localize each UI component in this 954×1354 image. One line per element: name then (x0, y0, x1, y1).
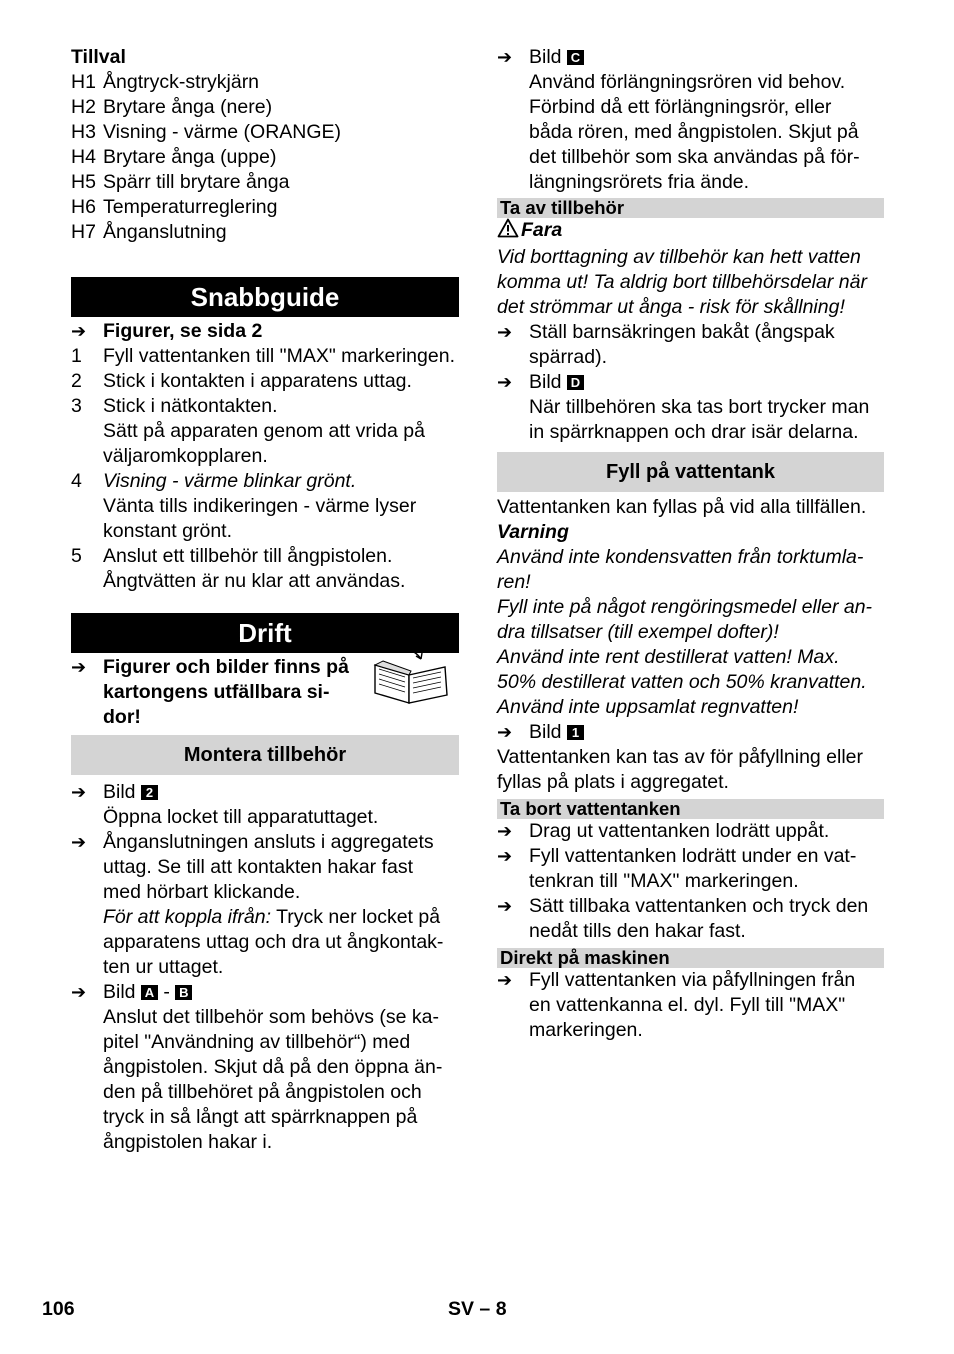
snabbguide-step: 2 Stick i kontakten i apparatens uttag. (71, 370, 412, 392)
arrow-right-icon: ➔ (71, 982, 87, 1002)
ta-bort-step: ➔ Drag ut vattentanken lodrätt uppåt. (497, 820, 830, 842)
caution-label: Varning (497, 521, 569, 543)
figure-badge: D (567, 375, 584, 390)
figure-badge: C (567, 50, 584, 65)
montera-step: ➔ Bild 2 Öppna locket till apparatuttaget. (71, 781, 379, 828)
direkt-step: ➔ Fyll vattentanken via påfyllningen från en vattenkanna el. dyl. Fyll till "MAX" markeringen. (497, 969, 856, 1041)
tillval-item: H6 Temperaturreglering (71, 196, 278, 218)
snabbguide-step: 4 Visning - värme blinkar grönt. Vänta tills indikeringen - värme lyser konstant grönt. (71, 470, 417, 542)
arrow-right-icon: ➔ (71, 321, 87, 341)
ta-bort-vattentanken-heading: Ta bort vattentanken (497, 799, 884, 819)
page-number: 106 (42, 1298, 75, 1320)
tillval-item: H1 Ångtryck-strykjärn (71, 71, 260, 93)
drift-figures-note: ➔ Figurer och bilder finns på kartongens utfällbara si- dor! (71, 655, 459, 730)
ta-bort-step: ➔ Fyll vattentanken lodrätt under en vat- tenkran till "MAX" markeringen. (497, 845, 857, 892)
arrow-right-icon: ➔ (497, 372, 513, 392)
arrow-right-icon: ➔ (497, 47, 513, 67)
tillval-item: H4 Brytare ånga (uppe) (71, 146, 277, 168)
arrow-right-icon: ➔ (71, 832, 87, 852)
tillval-list (71, 70, 459, 245)
figure-badge: 2 (141, 785, 158, 800)
arrow-right-icon: ➔ (71, 657, 87, 677)
ta-av-tillbehor-heading: Ta av tillbehör (497, 198, 884, 218)
manual-book-icon (369, 647, 459, 730)
fyll-step: ➔ Bild 1 (497, 720, 884, 745)
direkt-pa-maskinen-heading: Direkt på maskinen (497, 948, 884, 968)
arrow-right-icon: ➔ (497, 970, 513, 990)
snabbguide-step: 3 Stick i nätkontakten. Sätt på apparaten genom att vrida på väljaromkopplaren. (71, 395, 425, 467)
tillval-item: H5 Spärr till brytare ånga (71, 171, 290, 193)
figure-badge: A (141, 985, 158, 1000)
fyll-pa-vattentank-heading: Fyll på vattentank (497, 452, 884, 492)
arrow-right-icon: ➔ (71, 782, 87, 802)
montera-step: ➔ Bild A - B Anslut det tillbehör som behövs (se ka- pitel "Användning av tillbehör“) med ångpistolen. Skjut då på den öppna än- den på tillbehöret på ångpistolen och tryck in så långt att spärrknappen på ångpistolen hakar i. (71, 981, 443, 1153)
arrow-right-icon: ➔ (497, 896, 513, 916)
tillval-item: H2 Brytare ånga (nere) (71, 96, 273, 118)
warning-triangle-icon (497, 218, 521, 245)
arrow-right-icon: ➔ (497, 722, 513, 742)
section-label: SV – 8 (448, 1298, 507, 1320)
right-column: ➔ Bild C Använd förlängningsrören vid behov. Förbind då ett förlängningsrör, eller båda rören, med ångpistolen. Skjut på det tillbehör som ska användas på för- längningsrörets fria ände. Ta av tillbehör Fara Vid borttagning av tillbehör kan hett vatten komma ut! Ta aldrig bort tillbehörsdelar när det strömmar ut ånga - risk för skållning! ➔ Ställ barnsäkringen bakåt (ångspak spärrad). ➔ Bild D När tillbehören ska tas bort trycker man in spärrknappen och drar isär delarna. Fyll på vattentank Vattentanken kan fyllas på vid alla tillfällen. Varning Använd inte kondensvatten från torktumla- ren! Fyll inte på något rengöringsmedel eller an- dra tillsatser (till exempel dofter)! Använd inte rent destillerat vatten! Max. 50% destillerat vatten och 50% kranvatten. Använd inte uppsamlat regnvatten! ➔ Bild 1 Vattentanken kan tas av för påfyllning eller fyllas på plats i aggregatet. Ta bort vattentanken ➔ Drag ut vattentanken lodrätt uppåt. ➔ Fyll vattentanken lodrätt under en vat- tenkran till "MAX" markeringen. ➔ Sätt tillbaka vattentanken och tryck den nedåt tills den hakar fast. Direkt på maskinen ➔ Fyll vattentanken via påfyllningen från en vattenkanna el. dyl. Fyll till "MAX" markeringen. (497, 45, 884, 1043)
figure-badge: 1 (567, 725, 584, 740)
tillval-item: H7 Ånganslutning (71, 221, 227, 243)
figure-badge: B (175, 985, 192, 1000)
montera-tillbehor-heading: Montera tillbehör (71, 735, 459, 775)
snabbguide-figures-note: ➔ Figurer, se sida 2 (71, 320, 263, 342)
arrow-right-icon: ➔ (497, 846, 513, 866)
arrow-right-icon: ➔ (497, 322, 513, 342)
snabbguide-step: 5 Anslut ett tillbehör till ångpistolen. Ångtvätten är nu klar att användas. (71, 545, 406, 592)
left-column (71, 45, 459, 1155)
snabbguide-step: 1 Fyll vattentanken till "MAX" markeringen. (71, 345, 455, 367)
danger-label: Fara (497, 218, 884, 245)
bild-c-step: ➔ Bild C Använd förlängningsrören vid behov. Förbind då ett förlängningsrör, eller båda rören, med ångpistolen. Skjut på det tillbehör som ska användas på för- längningsrörets fria ände. (497, 46, 860, 193)
ta-av-step: ➔ Ställ barnsäkringen bakåt (ångspak spärrad). (497, 321, 835, 368)
ta-bort-step: ➔ Sätt tillbaka vattentanken och tryck den nedåt tills den hakar fast. (497, 895, 869, 942)
drift-heading: Drift (71, 613, 459, 653)
arrow-right-icon: ➔ (497, 821, 513, 841)
tillval-heading: Tillval (71, 46, 126, 68)
snabbguide-heading: Snabbguide (71, 277, 459, 317)
montera-step: ➔ Ånganslutningen ansluts i aggregatets uttag. Se till att kontakten hakar fast med hörbart klickande. För att koppla ifrån: Tryck ner locket på apparatens uttag och dra ut ångkontak- ten ur uttaget. (71, 831, 444, 978)
tillval-item: H3 Visning - värme (ORANGE) (71, 121, 342, 143)
ta-av-step: ➔ Bild D När tillbehören ska tas bort trycker man in spärrknappen och drar isär delarna. (497, 371, 870, 443)
